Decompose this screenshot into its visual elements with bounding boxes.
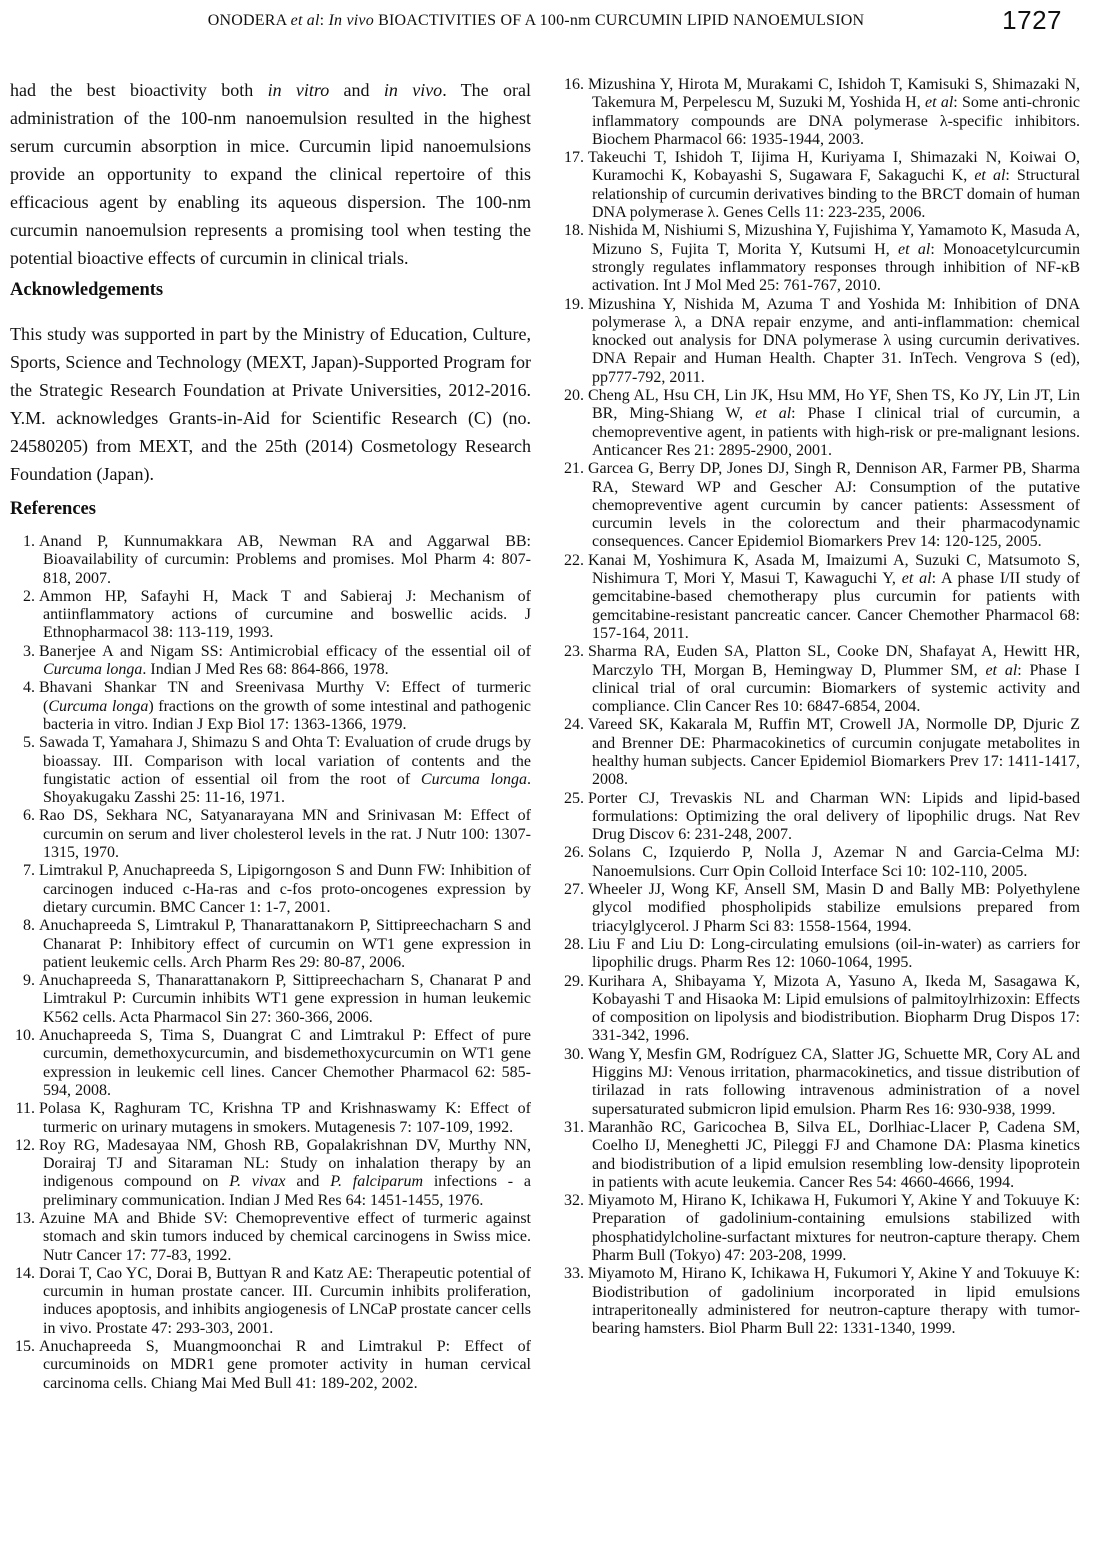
reference-number: 11. [15,1100,35,1118]
reference-number: 9. [23,972,35,990]
reference-text: Wheeler JJ, Wong KF, Ansell SM, Masin D and Bally MB: Polyethylene glycol modified phospholipids stabilize emulsions prepared from triacylglycerol. J Pharm Sci 83: 1558-1564, 1994. [588,881,1080,935]
reference-number: 13. [15,1209,35,1227]
reference-number: 7. [23,862,35,880]
reference-text: Ammon HP, Safayhi H, Mack T and Sabieraj J: Mechanism of antiinflammatory actions of curcumine and boswellic acids. J Ethnopharmacol 38: 113-119, 1993. [39,587,531,642]
reference-item [559,844,1080,881]
reference-number: 4. [23,679,35,697]
reference-number: 27. [564,881,584,899]
reference-text: Maranhão RC, Garicochea B, Silva EL, Dorlhiac-Llacer P, Cadena SM, Coelho IJ, Meneghetti JC, Pileggi FJ and Chamone DA: Plasma kinetics and biodistribution of a lipid emulsion resembling low-density lipoprotein in patients with acute leukemia. Cancer Res 54: 4660-4666, 1994. [588,1118,1080,1191]
reference-number: 28. [564,935,584,953]
reference-number: 15. [15,1338,35,1356]
reference-number: 1. [23,533,35,550]
reference-item [559,1192,1080,1265]
reference-text: Takeuchi T, Ishidoh T, Iijima H, Kuriyama I, Shimazaki N, Koiwai O, Kuramochi K, Kobayashi S, Sugawara F, Sakaguchi K, et al: Structural relationship of curcumin derivatives binding to the BRCT domain of human DNA polymerase λ. Genes Cells 11: 223-235, 2006. [588,149,1080,222]
reference-item [10,1027,531,1100]
reference-number: 5. [23,734,35,752]
reference-text: Kanai M, Yoshimura K, Asada M, Imaizumi A, Suzuki C, Matsumoto S, Nishimura T, Mori Y, Masui T, Kawaguchi Y, et al: A phase I/II study of gemcitabine-based chemotherapy plus curcumin for patients with gemcitabine-resistant pancreatic cancer. Cancer Chemother Pharmacol 68: 157-164, 2011. [588,551,1080,642]
closing-paragraph: had the best bioactivity both in vitro and in vivo. The oral administration of the 100-nm nanoemulsion resulted in the highest serum curcumin absorption in mice. Curcumin lipid nanoemulsions provide an opportunity to expand the clinical repertoire of this efficacious agent by enabling its aqueous dispersion. The 100-nm curcumin nanoemulsion represents a promising tool when testing the potential bioactive effects of curcumin in clinical trials. [10,80,531,268]
reference-item [559,1265,1080,1338]
reference-number: 23. [564,643,584,661]
reference-text: Dorai T, Cao YC, Dorai B, Buttyan R and Katz AE: Therapeutic potential of curcumin in human prostate cancer. III. Curcumin inhibits proliferation, induces apoptosis, and inhibits angiogenesis of LNCaP prostate cancer cells in vivo. Prostate 47: 293-303, 2001. [39,1264,531,1337]
reference-number: 30. [564,1045,584,1063]
reference-item [559,387,1080,460]
reference-item [559,460,1080,551]
reference-text: Anuchapreeda S, Thanarattanakorn P, Sittipreechacharn S, Chanarat P and Limtrakul P: Curcumin inhibits WT1 gene expression in human leukemic K562 cells. Acta Pharmacol Sin 27: 360-366, 2006. [39,972,531,1026]
reference-text: Solans C, Izquierdo P, Nolla J, Azemar N and Garcia-Celma MJ: Nanoemulsions. Curr Opin Colloid Interface Sci 10: 102-110, 2005. [588,844,1080,880]
reference-item [559,881,1080,936]
reference-item [10,972,531,1027]
reference-number: 21. [564,460,584,478]
reference-text: Bhavani Shankar TN and Sreenivasa Murthy V: Effect of turmeric (Curcuma longa) fractions on the growth of some intestinal and pathogenic bacteria in vitro. Indian J Exp Biol 17: 1363-1366, 1979. [39,679,532,733]
reference-item [559,296,1080,387]
reference-item [559,643,1080,716]
reference-text: Porter CJ, Trevaskis NL and Charman WN: Lipids and lipid-based formulations: Optimizing the oral delivery of lipophilic drugs. Nat Rev Drug Discov 6: 231-248, 2007. [588,789,1080,844]
reference-item [559,1046,1080,1119]
reference-item [559,790,1080,845]
acknowledgements-heading: Acknowledgements [10,280,164,300]
reference-item [10,734,531,807]
reference-number: 6. [23,807,35,825]
reference-text: Banerjee A and Nigam SS: Antimicrobial efficacy of the essential oil of Curcuma longa. Indian J Med Res 68: 864-866, 1978. [39,642,531,679]
reference-text: Anuchapreeda S, Tima S, Duangrat C and Limtrakul P: Effect of pure curcumin, demethoxycurcumin, and bisdemethoxycurcumin on WT1 gene expression in leukemic cell lines. Cancer Chemother Pharmacol 62: 585-594, 2008. [39,1027,531,1099]
reference-number: 20. [564,387,584,405]
reference-item [10,917,531,972]
reference-item [10,807,531,862]
reference-text: Rao DS, Sekhara NC, Satyanarayana MN and Srinivasan M: Effect of curcumin on serum and liver cholesterol levels in the rat. J Nutr 100: 1307-1315, 1970. [39,807,531,862]
page-number: 1727 [1002,5,1062,35]
reference-text: Sawada T, Yamahara J, Shimazu S and Ohta T: Evaluation of crude drugs by bioassay. III. Comparison with local variation of contents and the fungistatic action of essential oil from the root of Curcuma longa. Shoyakugaku Zasshi 25: 11-16, 1971. [39,734,532,807]
reference-number: 25. [564,789,584,807]
running-head: ONODERA et al: In vivo BIOACTIVITIES OF A 100-nm CURCUMIN LIPID NANOEMULSION [207,12,865,29]
reference-text: Nishida M, Nishiumi S, Mizushina Y, Fujishima Y, Yamamoto K, Masuda A, Mizuno S, Fujita T, Morita Y, Kutsumi H, et al: Monoacetylcurcumin strongly regulates inflammatory responses through inhibition of NF-κB activation. Int J Mol Med 25: 761-767, 2010. [588,222,1080,295]
reference-text: Anuchapreeda S, Limtrakul P, Thanarattanakorn P, Sittipreechacharn S and Chanarat P: Inhibitory effect of curcumin on WT1 gene expression in patient leukemic cells. Arch Pharm Res 29: 80-87, 2006. [39,917,531,971]
reference-number: 18. [564,222,584,240]
reference-number: 22. [564,551,584,569]
reference-number: 26. [564,844,584,862]
reference-number: 31. [564,1118,584,1136]
reference-text: Mizushina Y, Nishida M, Azuma T and Yoshida M: Inhibition of DNA polymerase λ, a DNA repair enzyme, and anti-inflammation: chemical knocked out analysis for DNA polymerase λ using curcumin derivatives. DNA Repair and Human Health. Chapter 31. InTech. Vengrova S (ed), pp777-792, 2011. [588,295,1080,386]
reference-text: Miyamoto M, Hirano K, Ichikawa H, Fukumori Y, Akine Y and Tokuuye K: Preparation of gadolinium-containing emulsions stabilized with phosphatidylcholine-surfactant mixtures for neutron-capture therapy. Chem Pharm Bull (Tokyo) 47: 203-208, 1999. [588,1192,1080,1264]
reference-item [10,1100,531,1137]
references-heading: References [10,499,96,519]
reference-text: Anuchapreeda S, Muangmoonchai R and Limtrakul P: Effect of curcuminoids on MDR1 gene promoter activity in human cervical carcinoma cells. Chiang Mai Med Bull 41: 189-202, 2002. [39,1338,531,1392]
reference-item [10,1137,531,1210]
reference-list-right [559,76,1080,1338]
reference-item [10,643,531,680]
reference-item [559,973,1080,1046]
reference-item [10,679,531,734]
reference-text: Sharma RA, Euden SA, Platton SL, Cooke DN, Shafayat A, Hewitt HR, Marczylo TH, Morgan B, Hemingway D, Plummer SM, et al: Phase I clinical trial of oral curcumin: Biomarkers of systemic activity and compliance. Clin Cancer Res 10: 6847-6854, 2004. [588,643,1080,716]
reference-number: 16. [564,76,584,93]
reference-item [559,936,1080,973]
reference-text: Polasa K, Raghuram TC, Krishna TP and Krishnaswamy K: Effect of turmeric on urinary mutagens in smokers. Mutagenesis 7: 107-109, 1992. [39,1100,531,1136]
reference-item [10,1265,531,1338]
reference-item [10,1338,531,1393]
reference-item [10,862,531,917]
left-column [10,76,531,1393]
reference-number: 14. [15,1264,35,1282]
reference-text: Limtrakul P, Anuchapreeda S, Lipigorngoson S and Dunn FW: Inhibition of carcinogen induced c-Ha-ras and c-fos proto-oncogenes expression by dietary curcumin. BMC Cancer 1: 1-7, 2001. [39,862,531,916]
reference-text: Kurihara A, Shibayama Y, Mizota A, Yasuno A, Ikeda M, Sasagawa K, Kobayashi T and Hisaoka M: Lipid emulsions of palmitoylrhizoxin: Effects of composition on lipolysis and biodistribution. Biopharm Drug Dispos 17: 331-342, 1996. [588,972,1080,1045]
reference-item [559,76,1080,149]
reference-text: Roy RG, Madesayaa NM, Ghosh RB, Gopalakrishnan DV, Murthy NN, Dorairaj TJ and Sitaraman NL: Study on inhalation therapy by an indigenous compound on P. vivax and P. falciparum infections - a preliminary communication. Indian J Med Res 64: 1451-1455, 1976. [39,1136,531,1209]
reference-number: 33. [564,1265,584,1283]
reference-text: Mizushina Y, Hirota M, Murakami C, Ishidoh T, Kamisuki S, Shimazaki N, Takemura M, Perpelescu M, Suzuki M, Yoshida H, et al: Some anti-chronic inflammatory compounds are DNA polymerase λ-specific inhibitors. Biochem Pharmacol 66: 1935-1944, 2003. [588,76,1080,148]
reference-item [559,1119,1080,1192]
reference-number: 24. [564,716,584,734]
reference-number: 12. [15,1136,35,1154]
reference-item [10,588,531,643]
two-column-layout [10,76,1080,1393]
reference-text: Wang Y, Mesfin GM, Rodríguez CA, Slatter JG, Schuette MR, Cory AL and Higgins MJ: Venous irritation, pharmacokinetics, and tissue distribution of tirilazad in rats following intravenous administration of a novel supersaturated submicron lipid emulsion. Pharm Res 16: 930-938, 1999. [588,1045,1080,1118]
reference-number: 32. [564,1192,584,1210]
reference-item [10,1210,531,1265]
reference-number: 29. [564,972,584,990]
reference-number: 3. [23,642,35,660]
reference-text: Garcea G, Berry DP, Jones DJ, Singh R, Dennison AR, Farmer PB, Sharma RA, Steward WP and Gescher AJ: Consumption of the putative chemopreventive agent curcumin by cancer patients: Assessment of curcumin levels in the colorectum and their pharmacodynamic consequences. Cancer Epidemiol Biomarkers Prev 14: 120-125, 2005. [588,460,1080,551]
reference-number: 2. [23,587,35,605]
reference-number: 19. [564,295,584,313]
reference-item [559,222,1080,295]
reference-item [559,552,1080,643]
reference-text: Miyamoto M, Hirano K, Ichikawa H, Fukumori Y, Akine Y and Tokuuye K: Biodistribution of gadolinium incorporated in lipid emulsions intraperitoneally administered for neutron-capture therapy with tumor-bearing hamsters. Biol Pharm Bull 22: 1331-1340, 1999. [588,1265,1080,1338]
reference-number: 10. [15,1027,35,1045]
reference-number: 8. [23,917,35,935]
reference-text: Vareed SK, Kakarala M, Ruffin MT, Crowell JA, Normolle DP, Djuric Z and Brenner DE: Pharmacokinetics of curcumin conjugate metabolites in healthy human subjects. Cancer Epidemiol Biomarkers Prev 17: 1411-1417, 2008. [588,716,1080,789]
reference-item [559,149,1080,222]
reference-text: Cheng AL, Hsu CH, Lin JK, Hsu MM, Ho YF, Shen TS, Ko JY, Lin JT, Lin BR, Ming-Shiang W, et al: Phase I clinical trial of curcumin, a chemopreventive agent, in patients with high-risk or pre-malignant lesions. Anticancer Res 21: 2895-2900, 2001. [588,387,1080,459]
reference-item [559,716,1080,789]
reference-text: Anand P, Kunnumakkara AB, Newman RA and Aggarwal BB: Bioavailability of curcumin: Problems and promises. Mol Pharm 4: 807-818, 2007. [39,533,531,587]
reference-number: 17. [564,149,584,167]
reference-list-left [10,533,531,1393]
right-column [559,76,1080,1393]
reference-text: Liu F and Liu D: Long-circulating emulsions (oil-in-water) as carriers for lipophilic drugs. Pharm Res 12: 1060-1064, 1995. [588,935,1080,972]
reference-item [10,533,531,588]
reference-text: Azuine MA and Bhide SV: Chemopreventive effect of turmeric against stomach and skin tumors induced by chemical carcinogens in Swiss mice. Nutr Cancer 17: 77-83, 1992. [39,1209,531,1264]
acknowledgements-paragraph: This study was supported in part by the Ministry of Education, Culture, Sports, Science and Technology (MEXT, Japan)-Supported Program for the Strategic Research Foundation at Private Universities, 2012-2016. Y.M. acknowledges Grants-in-Aid for Scientific Research (C) (no. 24580205) from MEXT, and the 25th (2014) Cosmetology Research Foundation (Japan). [10,324,531,484]
